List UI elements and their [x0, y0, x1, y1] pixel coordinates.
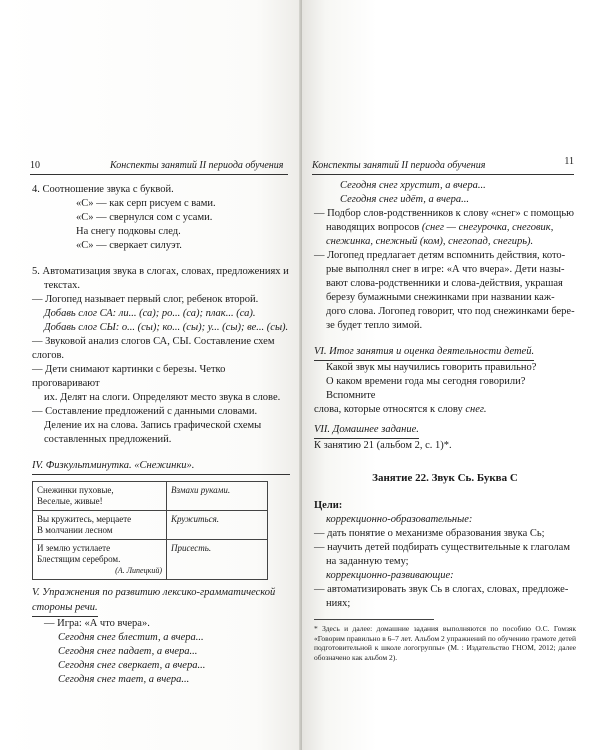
list-item-cont: рые выполнял снег в игре: «А что вчера». Дети назы-	[326, 264, 565, 275]
list-item-cont: березу бумажными снежинками при названии каж-	[326, 292, 555, 303]
table-cell	[33, 511, 167, 540]
verse-line: И землю устилаете	[37, 543, 111, 553]
goal-item-cont: на заданную тему;	[326, 556, 409, 567]
list-item-cont: их. Делят на слоги. Определяют место звука в слове.	[44, 392, 281, 403]
list-item: — Логопед предлагает детям вспомнить действия, кото-	[314, 250, 566, 261]
list-item-cont: вают слова-родственники и слова-действия, украшая	[326, 278, 563, 289]
right-running-title: Конспекты занятий II периода обучения	[312, 160, 486, 171]
game-line: Сегодня снег блестит, а вчера...	[58, 632, 204, 643]
table-cell-action: Взмахи руками.	[167, 482, 268, 511]
section-7-title: VII. Домашнее задание.	[314, 423, 419, 439]
list-item: — Дети снимают картинки с березы. Четко проговаривают	[32, 364, 226, 389]
verse-line: Вы кружитесь, мерцаете	[37, 514, 132, 524]
section-6-title: VI. Итог занятия и оценка деятельности детей.	[314, 345, 534, 361]
section-5b-title-cont: стороны речи.	[32, 601, 98, 617]
table-cell	[33, 482, 167, 511]
goals-category: коррекционно-развивающие:	[326, 570, 454, 581]
list-item-cont	[314, 221, 576, 235]
table-row	[33, 540, 268, 580]
paragraph-line: О каком времени года мы сегодня говорили? Вспомните	[326, 376, 526, 401]
paragraph-line	[314, 403, 576, 417]
lesson-title: Занятие 22. Звук Сь. Буква С	[372, 472, 518, 484]
list-item: — Звуковой анализ слогов СА, СЫ. Составление схем слогов.	[32, 336, 275, 361]
section-5b-title: V. Упражнения по развитию лексико-грамматической	[32, 587, 276, 598]
list-item: — Составление предложений с данными словами.	[32, 406, 258, 417]
list-item: — Подбор слов-родственников к слову «снег» с помощью	[314, 208, 574, 219]
left-running-title: Конспекты занятий II периода обучения	[110, 160, 284, 171]
right-page-number: 11	[564, 156, 574, 167]
list-item-cont: составленных предложений.	[44, 434, 172, 445]
table-cell-action: Кружиться.	[167, 511, 268, 540]
poem-line: «С» — как серп рисуем с вами.	[76, 198, 216, 209]
list-item-cont: зе будет тепло зимой.	[326, 320, 423, 331]
fizminutka-table	[32, 481, 268, 580]
text-run-italic: (снег — снегурочка, снеговик,	[421, 222, 554, 233]
right-page-content	[314, 179, 576, 662]
goal-item: — дать понятие о механизме образования звука Сь;	[314, 528, 545, 539]
table-cell-action: Присесть.	[167, 540, 268, 580]
text-run: слова, которые относятся к слову	[314, 404, 463, 415]
homework-line: К занятию 21 (альбом 2, с. 1)*.	[314, 440, 452, 451]
list-item-cont: дого слова. Логопед говорит, что под снежинками бере-	[326, 306, 575, 317]
left-page-number: 10	[30, 160, 40, 171]
goal-item-cont: ниях;	[326, 598, 351, 609]
footnote: * Здесь и далее: домашние задания выполняются по пособию О.С. Гомзяк «Говорим правильно в 6–7 лет. Альбом 2 упражнений по обучению грамоте детей подготовительной к школе логогруппы» (М. : Издательство ГНОМ, 2012; далее обозначено как альбом 2).	[314, 624, 576, 662]
goals-heading: Цели:	[314, 500, 343, 511]
left-page-content	[32, 183, 290, 687]
footnote-divider	[314, 619, 434, 620]
right-page	[302, 0, 600, 750]
verse-line: Блестящим серебром.	[37, 554, 121, 564]
table-row	[33, 511, 268, 540]
game-line: Сегодня снег тает, а вчера...	[58, 674, 190, 685]
section-5-title-cont: текстах.	[44, 280, 81, 291]
table-row	[33, 482, 268, 511]
example-line: Добавь слог СЫ: о... (сы); ко... (сы); у... (сы); ве... (сы).	[44, 322, 289, 333]
example-line: Добавь слог СА: ли... (са); ро... (са); плак... (са).	[44, 308, 256, 319]
poem-author: (А. Липецкий)	[115, 566, 162, 575]
game-title: — Игра: «А что вчера».	[44, 618, 150, 629]
game-line: Сегодня снег падает, а вчера...	[58, 646, 198, 657]
table-cell	[33, 540, 167, 580]
poem-line: «С» — сверкает силуэт.	[76, 240, 182, 251]
goals-category: коррекционно-образовательные:	[326, 514, 473, 525]
game-line: Сегодня снег идёт, а вчера...	[340, 194, 470, 205]
list-item-cont: Деление их на слова. Запись графической схемы	[44, 420, 262, 431]
verse-line: Веселые, живые!	[37, 496, 103, 506]
text-run: наводящих вопросов	[326, 222, 420, 233]
section-fizminutka-title: IV. Физкультминутка. «Снежинки».	[32, 459, 290, 475]
list-item: — Логопед называет первый слог, ребенок второй.	[32, 294, 259, 305]
right-page-header	[312, 156, 574, 175]
left-page-header	[30, 160, 288, 175]
paragraph-line: Какой звук мы научились говорить правильно?	[326, 362, 537, 373]
section-4-title: 4. Соотношение звука с буквой.	[32, 184, 174, 195]
text-run-italic: снег.	[465, 404, 487, 415]
goal-item: — автоматизировать звук Сь в слогах, словах, предложе-	[314, 584, 569, 595]
list-item-cont: снежинка, снежный (ком), снегопад, снегирь).	[326, 236, 534, 247]
game-line: Сегодня снег сверкает, а вчера...	[58, 660, 206, 671]
verse-line: В молчании лесном	[37, 525, 113, 535]
poem-line: На снегу подковы след.	[76, 226, 181, 237]
poem-line: «С» — свернулся сом с усами.	[76, 212, 213, 223]
section-5-title: 5. Автоматизация звука в слогах, словах, предложениях и	[32, 266, 289, 277]
goal-item: — научить детей подбирать существительные к глаголам	[314, 542, 570, 553]
game-line: Сегодня снег хрустит, а вчера...	[340, 180, 486, 191]
verse-line: Снежинки пуховые,	[37, 485, 114, 495]
